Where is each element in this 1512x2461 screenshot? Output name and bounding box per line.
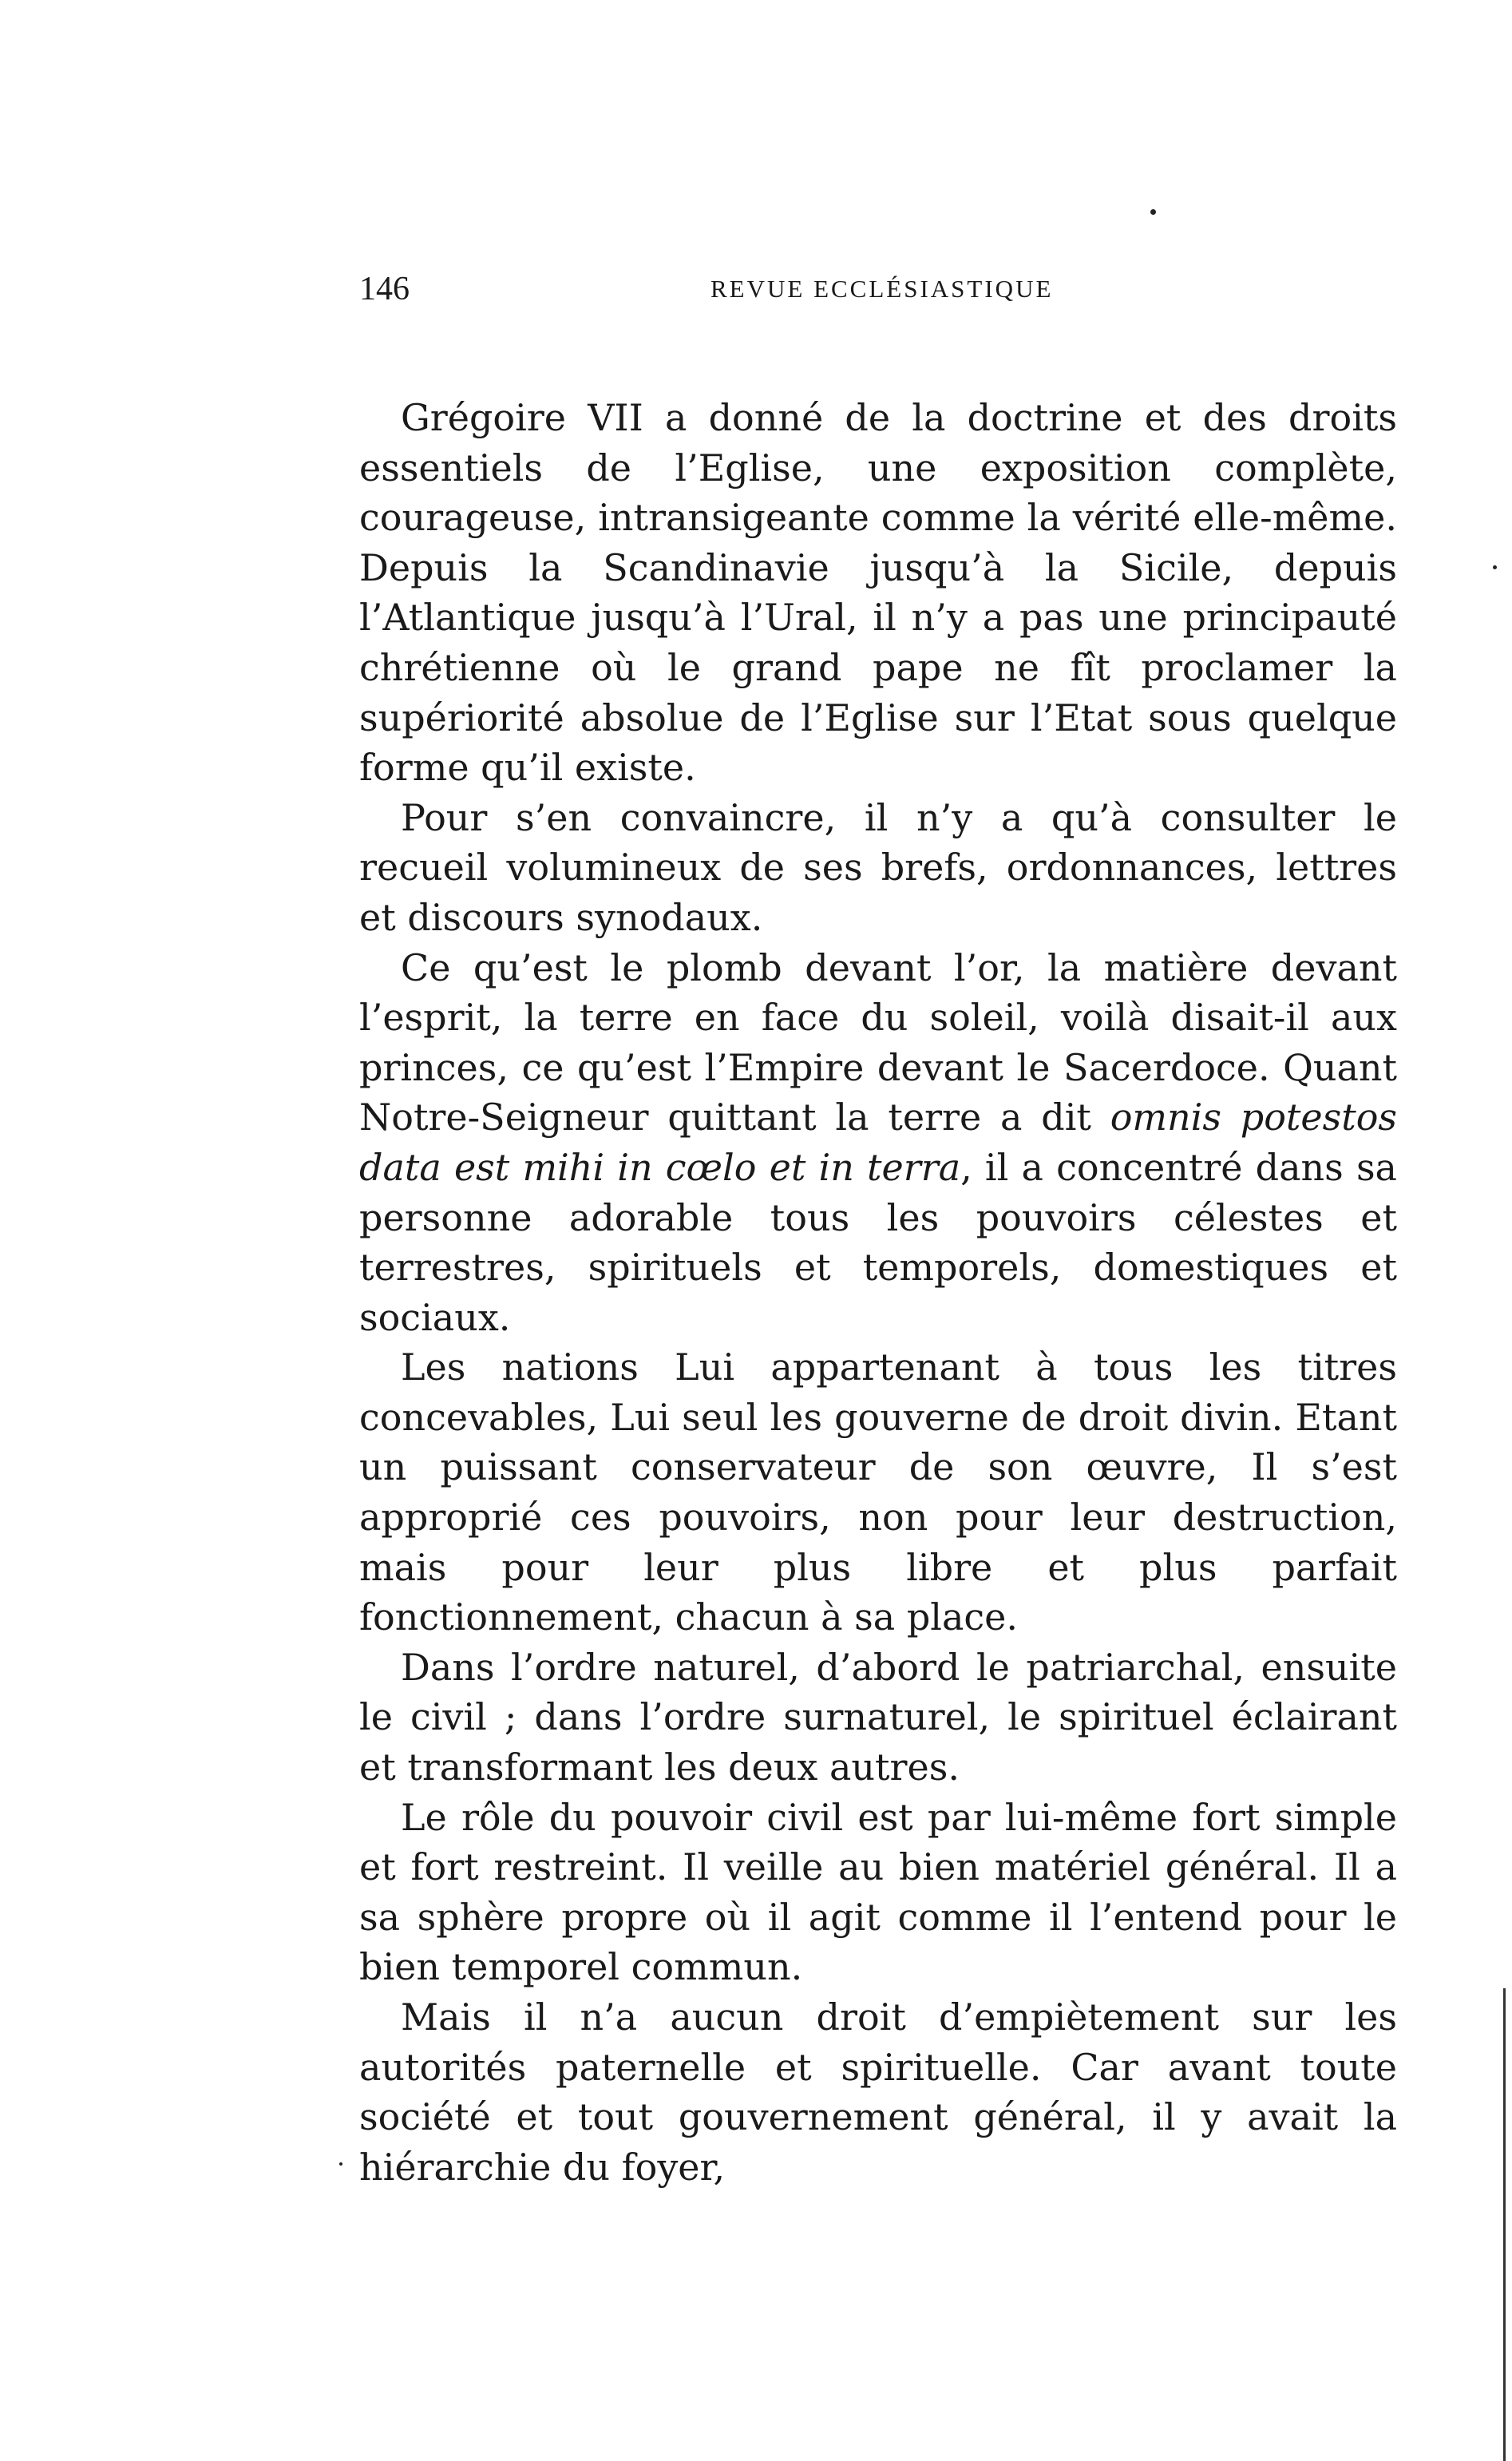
page-edge-line <box>1503 1988 1506 2461</box>
paragraph-text: , il a concentré dans sa personne adorable tous les pouvoirs célestes et terrestres, spirituels et temporels, domestiques et sociaux. <box>359 1145 1397 1339</box>
ink-speck <box>339 2162 342 2166</box>
paragraph: Les nations Lui appartenant à tous les titres concevables, Lui seul les gouverne de droit divin. Etant un puissant conservateur de son œuvre, Il s’est approprié ces pouvoirs, non pour leur destruction, mais pour leur plus libre et plus parfait fonctionnement, chacun à sa place. <box>359 1345 1397 1639</box>
page-number: 146 <box>359 271 410 307</box>
ink-speck <box>1493 565 1497 569</box>
ink-speck <box>1150 209 1156 215</box>
paragraph-text: Ce qu’est le plomb devant l’or, la matière devant l’esprit, la terre en face du soleil, voilà disait-il aux princes, ce qu’est l’Empire devant le Sacerdoce. Quant Notre-Seigneur quittant la terre a dit <box>359 945 1397 1139</box>
paragraph <box>359 943 1397 1343</box>
paragraph: Le rôle du pouvoir civil est par lui-même fort simple et fort restreint. Il veille au bien matériel général. Il a sa sphère propre où il agit comme il l’entend pour le bien temporel commun. <box>359 1795 1397 1989</box>
paragraph: Pour s’en convaincre, il n’y a qu’à consulter le recueil volumineux de ses brefs, ordonnances, lettres et discours synodaux. <box>359 795 1397 939</box>
paragraph: Dans l’ordre naturel, d’abord le patriarchal, ensuite le civil ; dans l’ordre surnaturel, le spirituel éclairant et transformant les deux autres. <box>359 1645 1397 1789</box>
journal-title: REVUE ECCLÉSIASTIQUE <box>710 275 1054 303</box>
running-head <box>359 270 1437 318</box>
paragraph: Mais il n’a aucun droit d’empiètement sur les autorités paternelle et spirituelle. Car avant toute société et tout gouvernement général, il y avait la hiérarchie du foyer, <box>359 1995 1397 2189</box>
latin-quotation: omnis potestos data est mihi in cœlo et in terra <box>359 1096 1397 1189</box>
body-text <box>359 393 1397 2192</box>
paragraph: Grégoire VII a donné de la doctrine et des droits essentiels de l’Eglise, une exposition complète, courageuse, intransigeante comme la vérité elle-même. Depuis la Scandinavie jusqu’à la Sicile, depuis l’Atlantique jusqu’à l’Ural, il n’y a pas une principauté chrétienne où le grand pape ne fît proclamer la supériorité absolue de l’Eglise sur l’Etat sous quelque forme qu’il existe. <box>359 396 1397 790</box>
